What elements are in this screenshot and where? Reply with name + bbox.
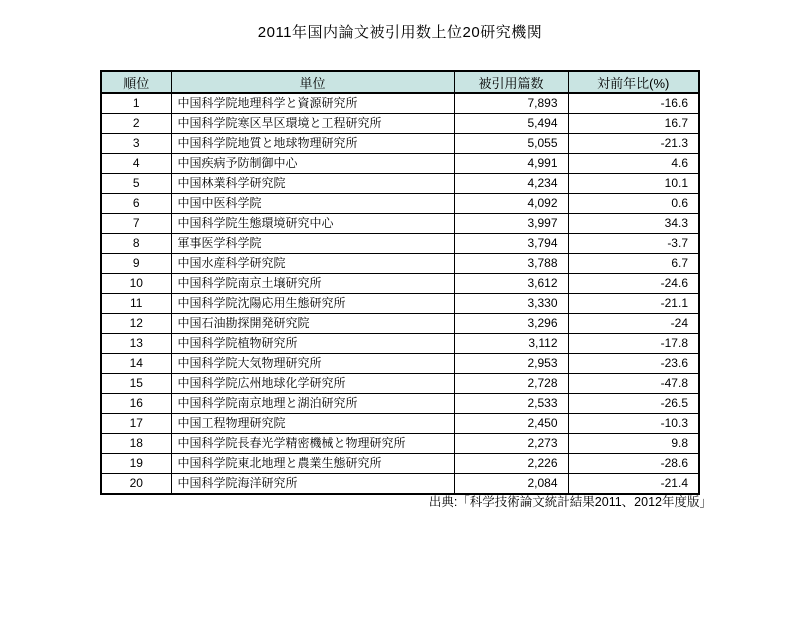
institution-cell: 中国科学院南京地理と湖泊研究所 — [171, 394, 454, 414]
yoy-cell: -21.1 — [568, 294, 699, 314]
table-row — [101, 114, 699, 134]
table-row — [101, 93, 699, 114]
table-row — [101, 394, 699, 414]
table-row — [101, 274, 699, 294]
table-row — [101, 194, 699, 214]
rank-cell: 6 — [101, 194, 171, 214]
citations-cell: 2,728 — [454, 374, 568, 394]
rank-cell: 1 — [101, 93, 171, 114]
yoy-cell: 6.7 — [568, 254, 699, 274]
yoy-cell: 0.6 — [568, 194, 699, 214]
yoy-cell: 16.7 — [568, 114, 699, 134]
institution-cell: 中国科学院南京土壌研究所 — [171, 274, 454, 294]
rank-cell: 10 — [101, 274, 171, 294]
rank-cell: 9 — [101, 254, 171, 274]
citations-cell: 3,330 — [454, 294, 568, 314]
table-header-row — [101, 71, 699, 93]
citations-cell: 2,273 — [454, 434, 568, 454]
yoy-cell: 34.3 — [568, 214, 699, 234]
table-body — [101, 93, 699, 494]
header-yoy: 対前年比(%) — [568, 71, 699, 93]
rank-cell: 4 — [101, 154, 171, 174]
yoy-cell: -17.8 — [568, 334, 699, 354]
rank-cell: 19 — [101, 454, 171, 474]
yoy-cell: 4.6 — [568, 154, 699, 174]
institution-cell: 中国科学院海洋研究所 — [171, 474, 454, 495]
institution-cell: 中国疾病予防制御中心 — [171, 154, 454, 174]
table-row — [101, 354, 699, 374]
institution-cell: 中国科学院生態環境研究中心 — [171, 214, 454, 234]
citations-cell: 4,991 — [454, 154, 568, 174]
citations-cell: 3,296 — [454, 314, 568, 334]
institution-cell: 中国科学院寒区旱区環境と工程研究所 — [171, 114, 454, 134]
institution-cell: 中国科学院広州地球化学研究所 — [171, 374, 454, 394]
rank-cell: 14 — [101, 354, 171, 374]
table-row — [101, 294, 699, 314]
institution-cell: 中国中医科学院 — [171, 194, 454, 214]
citations-cell: 2,450 — [454, 414, 568, 434]
table-row — [101, 214, 699, 234]
table-header — [101, 71, 699, 93]
yoy-cell: 10.1 — [568, 174, 699, 194]
institution-cell: 中国科学院大気物理研究所 — [171, 354, 454, 374]
yoy-cell: -47.8 — [568, 374, 699, 394]
yoy-cell: 9.8 — [568, 434, 699, 454]
table-row — [101, 334, 699, 354]
rank-cell: 16 — [101, 394, 171, 414]
citations-cell: 3,794 — [454, 234, 568, 254]
citations-cell: 4,234 — [454, 174, 568, 194]
yoy-cell: -16.6 — [568, 93, 699, 114]
institution-cell: 軍事医学科学院 — [171, 234, 454, 254]
rank-cell: 20 — [101, 474, 171, 495]
yoy-cell: -26.5 — [568, 394, 699, 414]
citations-cell: 3,997 — [454, 214, 568, 234]
citation-ranking-table — [100, 70, 700, 495]
citations-cell: 5,494 — [454, 114, 568, 134]
table-row — [101, 154, 699, 174]
citations-cell: 2,084 — [454, 474, 568, 495]
table-row — [101, 414, 699, 434]
citations-cell: 3,112 — [454, 334, 568, 354]
institution-cell: 中国科学院沈陽応用生態研究所 — [171, 294, 454, 314]
yoy-cell: -21.3 — [568, 134, 699, 154]
rank-cell: 8 — [101, 234, 171, 254]
header-rank: 順位 — [101, 71, 171, 93]
table-row — [101, 134, 699, 154]
citations-cell: 2,953 — [454, 354, 568, 374]
institution-cell: 中国科学院東北地理と農業生態研究所 — [171, 454, 454, 474]
institution-cell: 中国石油勘探開発研究院 — [171, 314, 454, 334]
institution-cell: 中国水産科学研究院 — [171, 254, 454, 274]
rank-cell: 2 — [101, 114, 171, 134]
table-row — [101, 434, 699, 454]
citations-cell: 3,788 — [454, 254, 568, 274]
header-citations: 被引用篇数 — [454, 71, 568, 93]
yoy-cell: -10.3 — [568, 414, 699, 434]
table-row — [101, 234, 699, 254]
table-row — [101, 374, 699, 394]
source-note: 出典:「科学技術論文統計結果2011、2012年度版」 — [428, 495, 712, 509]
yoy-cell: -24.6 — [568, 274, 699, 294]
table-row — [101, 254, 699, 274]
citations-cell: 5,055 — [454, 134, 568, 154]
rank-cell: 5 — [101, 174, 171, 194]
institution-cell: 中国科学院植物研究所 — [171, 334, 454, 354]
citations-cell: 2,226 — [454, 454, 568, 474]
rank-cell: 12 — [101, 314, 171, 334]
institution-cell: 中国科学院地理科学と資源研究所 — [171, 93, 454, 114]
yoy-cell: -3.7 — [568, 234, 699, 254]
table-row — [101, 454, 699, 474]
rank-cell: 15 — [101, 374, 171, 394]
institution-cell: 中国科学院長春光学精密機械と物理研究所 — [171, 434, 454, 454]
institution-cell: 中国科学院地質と地球物理研究所 — [171, 134, 454, 154]
table-row — [101, 474, 699, 495]
table-row — [101, 314, 699, 334]
table-row — [101, 174, 699, 194]
rank-cell: 13 — [101, 334, 171, 354]
citations-cell: 4,092 — [454, 194, 568, 214]
header-institution: 単位 — [171, 71, 454, 93]
institution-cell: 中国林業科学研究院 — [171, 174, 454, 194]
rank-cell: 11 — [101, 294, 171, 314]
citations-cell: 7,893 — [454, 93, 568, 114]
institution-cell: 中国工程物理研究院 — [171, 414, 454, 434]
citations-cell: 2,533 — [454, 394, 568, 414]
rank-cell: 7 — [101, 214, 171, 234]
yoy-cell: -28.6 — [568, 454, 699, 474]
rank-cell: 3 — [101, 134, 171, 154]
yoy-cell: -23.6 — [568, 354, 699, 374]
citations-cell: 3,612 — [454, 274, 568, 294]
rank-cell: 17 — [101, 414, 171, 434]
page-title: 2011年国内論文被引用数上位20研究機関 — [257, 24, 543, 41]
yoy-cell: -21.4 — [568, 474, 699, 495]
yoy-cell: -24 — [568, 314, 699, 334]
rank-cell: 18 — [101, 434, 171, 454]
